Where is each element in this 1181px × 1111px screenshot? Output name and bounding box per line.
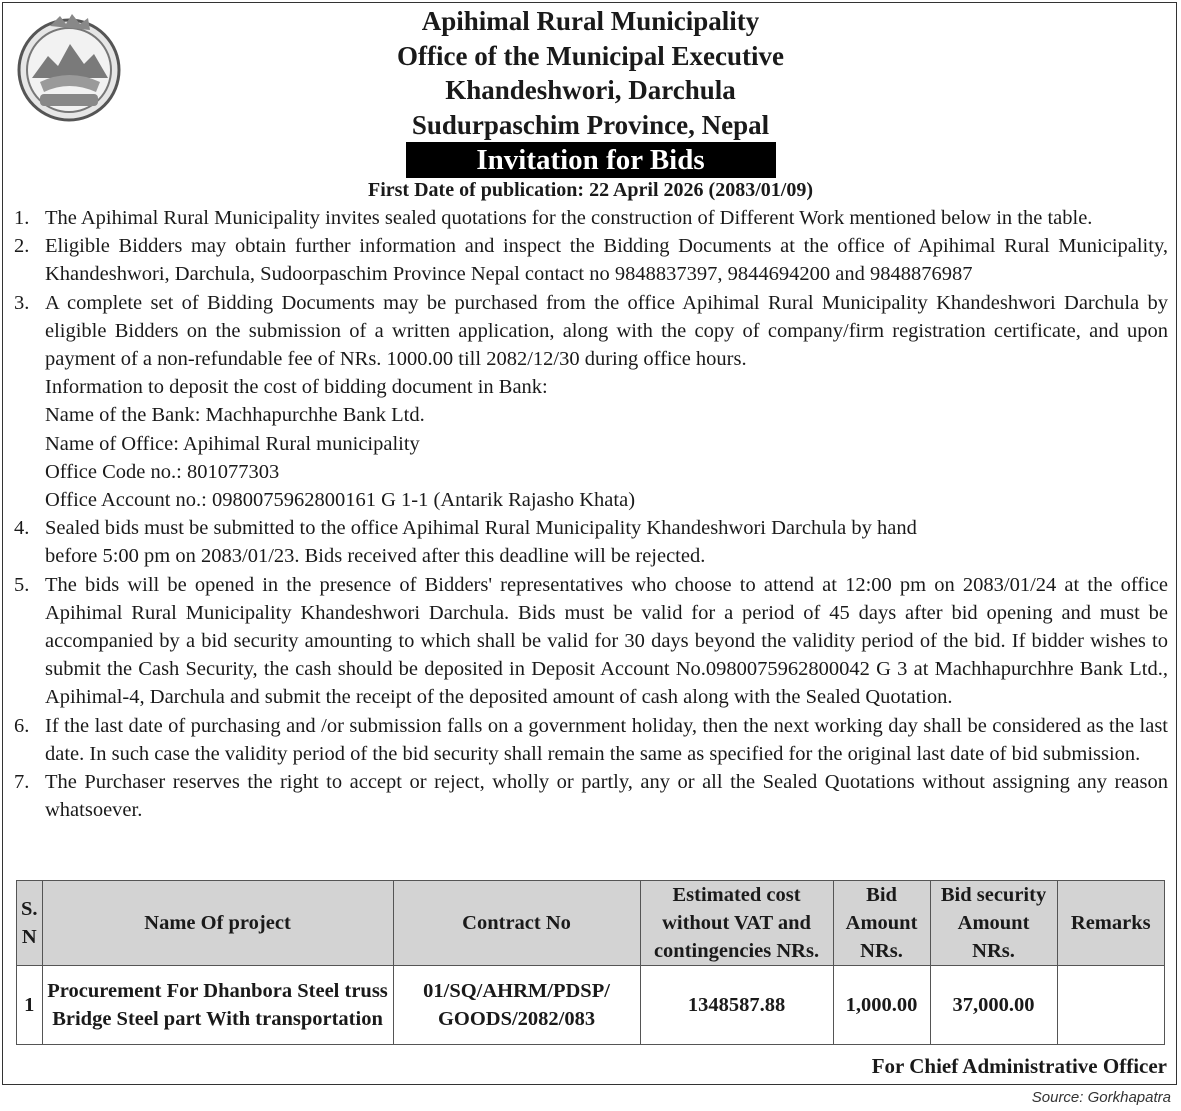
bids-table: [16, 880, 1165, 1045]
cell-contract-no: 01/SQ/AHRM/PDSP/ GOODS/2082/083: [393, 966, 640, 1045]
list-item: 7. The Purchaser reserves the right to accept or reject, wholly or partly, any or all the Sealed Quotations without assigning any reason whatsoever.: [14, 771, 1168, 822]
municipality-name: Apihimal Rural Municipality: [421, 6, 760, 36]
table-header-row: [17, 881, 1165, 966]
col-estimated-cost: Estimated cost without VAT and contingencies NRs.: [640, 881, 833, 966]
office-account: Office Account no.: 0980075962800161 G 1-1 (Antarik Rajasho Khata): [45, 489, 636, 512]
cell-bid-security: 37,000.00: [930, 966, 1057, 1045]
col-sn: S. N: [17, 881, 43, 966]
col-remarks: Remarks: [1057, 881, 1164, 966]
col-contract-no: Contract No: [393, 881, 640, 966]
bank-name: Name of the Bank: Machhapurchhe Bank Ltd.: [45, 404, 425, 427]
table-row: [17, 966, 1165, 1045]
col-bid-amount: Bid Amount NRs.: [833, 881, 930, 966]
cell-bid-amount: 1,000.00: [833, 966, 930, 1045]
notice-items: [14, 204, 1168, 824]
list-item: 2. Eligible Bidders may obtain further information and inspect the Bidding Documents at the office of Apihimal Rural Municipality, Khandeshwori, Darchula, Sudoorpaschim Province Nepal contact no 9848837397, 9844694200 and 9848876987: [14, 235, 1168, 286]
cell-sn: 1: [17, 966, 43, 1045]
col-bid-security: Bid security Amount NRs.: [930, 881, 1057, 966]
list-item: 6. If the last date of purchasing and /or submission falls on a government holiday, then the next working day shall be considered as the last date. In such case the validity period of the bid security shall remain the same as specified for the original last date of bid submission.: [14, 714, 1168, 765]
cell-estimated-cost: 1348587.88: [640, 966, 833, 1045]
office-name-info: Name of Office: Apihimal Rural municipality: [45, 432, 420, 455]
col-project-name: Name Of project: [42, 881, 393, 966]
publication-date: First Date of publication: 22 April 2026 (2083/01/09): [368, 179, 813, 201]
invitation-banner: Invitation for Bids: [406, 142, 776, 178]
province: Sudurpaschim Province, Nepal: [411, 109, 770, 140]
source-credit: Source: Gorkhapatra: [1031, 1089, 1171, 1106]
cell-remarks: [1057, 966, 1164, 1045]
bank-info-intro: Information to deposit the cost of bidding document in Bank:: [45, 376, 548, 399]
list-item: 4. Sealed bids must be submitted to the office Apihimal Rural Municipality Khandeshwori Darchula by hand before 5:00 pm on 2083/01/23. Bids received after this deadline will be rejected.: [14, 517, 917, 568]
office-name: Office of the Municipal Executive: [397, 40, 784, 71]
list-item: 3. A complete set of Bidding Documents may be purchased from the office Apihimal Rural Municipality Khandeshwori Darchula by eligible Bidders on the submission of a written application, along with the copy of company/firm registration certificate, and upon payment of a non-refundable fee of NRs. 1000.00 till 2082/12/30 during office hours. Information to deposit the cost of bidding document in Bank: Name of the Bank: Machhapurchhe Bank Ltd. Name of Office: Apihimal Rural municipality Office Code no.: 801077303 Office Account no.: 0980075962800161 G 1-1 (Antarik Rajasho Khata): [14, 289, 1168, 515]
list-item: 1. The Apihimal Rural Municipality invites sealed quotations for the construction of Different Work mentioned below in the table.: [14, 207, 1093, 229]
office-code: Office Code no.: 801077303: [45, 460, 280, 483]
cell-project-name: Procurement For Dhanbora Steel truss Bridge Steel part With transportation: [42, 966, 393, 1045]
list-item: 5. The bids will be opened in the presence of Bidders' representatives who choose to attend at 12:00 pm on 2083/01/24 at the office Apihimal Rural Municipality Khandeshwori Darchula. Bids must be valid for a period of 45 days after bid opening and must be accompanied by a bid security amounting to which shall be valid for 30 days beyond the validity period of the bid. If bidder wishes to submit the Cash Security, the cash should be deposited in Deposit Account No.0980075962800042 G 3 at Machhapurchhre Bank Ltd., Apihimal-4, Darchula and submit the receipt of the deposited amount of cash along with the Sealed Quotation.: [14, 573, 1168, 709]
header: [0, 4, 1181, 142]
signoff: For Chief Administrative Officer: [871, 1054, 1167, 1078]
office-location: Khandeshwori, Darchula: [445, 75, 736, 105]
